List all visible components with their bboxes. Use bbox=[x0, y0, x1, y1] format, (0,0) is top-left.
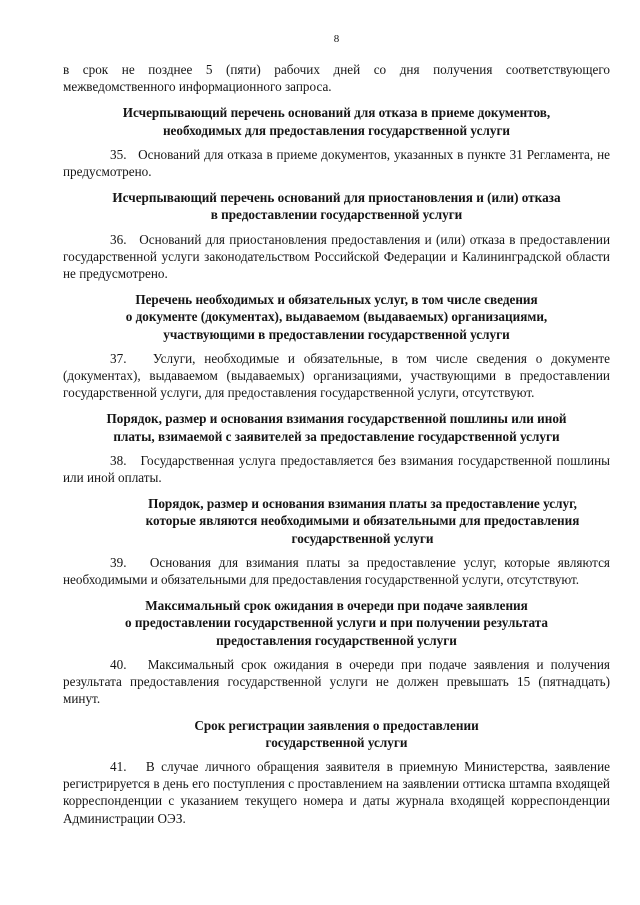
paragraph-38: 38. Государственная услуга предоставляется без взимания государственной пошлины или иной оплаты. bbox=[63, 452, 610, 486]
paragraph-35: 35. Оснований для отказа в приеме документов, указанных в пункте 31 Регламента, не предусмотрено. bbox=[63, 146, 610, 180]
heading-line: которые являются необходимыми и обязательными для предоставления bbox=[145, 513, 580, 529]
section-heading-35 bbox=[63, 104, 610, 138]
intro-paragraph: в срок не позднее 5 (пяти) рабочих дней со дня получения соответствующего межведомственного информационного запроса. bbox=[63, 62, 610, 95]
paragraph-40: 40. Максимальный срок ожидания в очереди при подаче заявления и получения результата предоставления государственной услуги не должен превышать 15 (пятнадцать) минут. bbox=[63, 656, 610, 707]
heading-line: о предоставлении государственной услуги и при получении результата bbox=[125, 615, 548, 631]
paragraph-41: 41. В случае личного обращения заявителя в приемную Министерства, заявление регистрируется в день его поступления с проставлением на заявлении оттиска штампа входящей корреспонденции с указанием текущего номера и даты журнала входящей корреспонденции Администрации ОЭЗ. bbox=[63, 758, 610, 826]
heading-line: о документе (документах), выдаваемом (выдаваемых) организациями, bbox=[125, 309, 548, 325]
paragraph-37: 37. Услуги, необходимые и обязательные, в том числе сведения о документе (документах), выдаваемом (выдаваемых) организациями, участвующими в предоставлении государственной услуги, для предоставления государственной услуги, отсутствуют. bbox=[63, 350, 610, 401]
heading-line: Исчерпывающий перечень оснований для отказа в приеме документов, bbox=[122, 105, 551, 121]
heading-line: необходимых для предоставления государственной услуги bbox=[162, 122, 511, 138]
section-heading-38 bbox=[63, 410, 610, 444]
heading-line: государственной услуги bbox=[265, 734, 408, 750]
section-heading-40 bbox=[63, 597, 610, 649]
heading-line: Исчерпывающий перечень оснований для приостановления и (или) отказа bbox=[112, 190, 561, 206]
heading-line: в предоставлении государственной услуги bbox=[210, 207, 463, 223]
heading-line: Перечень необходимых и обязательных услуг, в том числе сведения bbox=[135, 292, 538, 308]
section-heading-37 bbox=[63, 291, 610, 343]
section-heading-36 bbox=[63, 189, 610, 223]
heading-line: Срок регистрации заявления о предоставлении bbox=[194, 717, 479, 733]
heading-line: платы, взимаемой с заявителей за предоставление государственной услуги bbox=[113, 428, 560, 444]
heading-line: Порядок, размер и основания взимания платы за предоставление услуг, bbox=[148, 496, 577, 512]
section-heading-39 bbox=[63, 495, 610, 547]
heading-line: предоставления государственной услуги bbox=[216, 632, 457, 648]
heading-line: государственной услуги bbox=[291, 530, 434, 546]
page-number: 8 bbox=[333, 33, 340, 45]
section-heading-41 bbox=[63, 717, 610, 751]
paragraph-39: 39. Основания для взимания платы за предоставление услуг, которые являются необходимыми и обязательными для предоставления государственной услуги, отсутствуют. bbox=[63, 554, 610, 588]
paragraph-36: 36. Оснований для приостановления предоставления и (или) отказа в предоставлении государственной услуги законодательством Российской Федерации и Калининградской области не предусмотрено. bbox=[63, 231, 610, 282]
heading-line: участвующими в предоставлении государственной услуги bbox=[163, 326, 510, 342]
heading-line: Порядок, размер и основания взимания государственной пошлины или иной bbox=[106, 411, 567, 427]
heading-line: Максимальный срок ожидания в очереди при подаче заявления bbox=[145, 598, 528, 614]
